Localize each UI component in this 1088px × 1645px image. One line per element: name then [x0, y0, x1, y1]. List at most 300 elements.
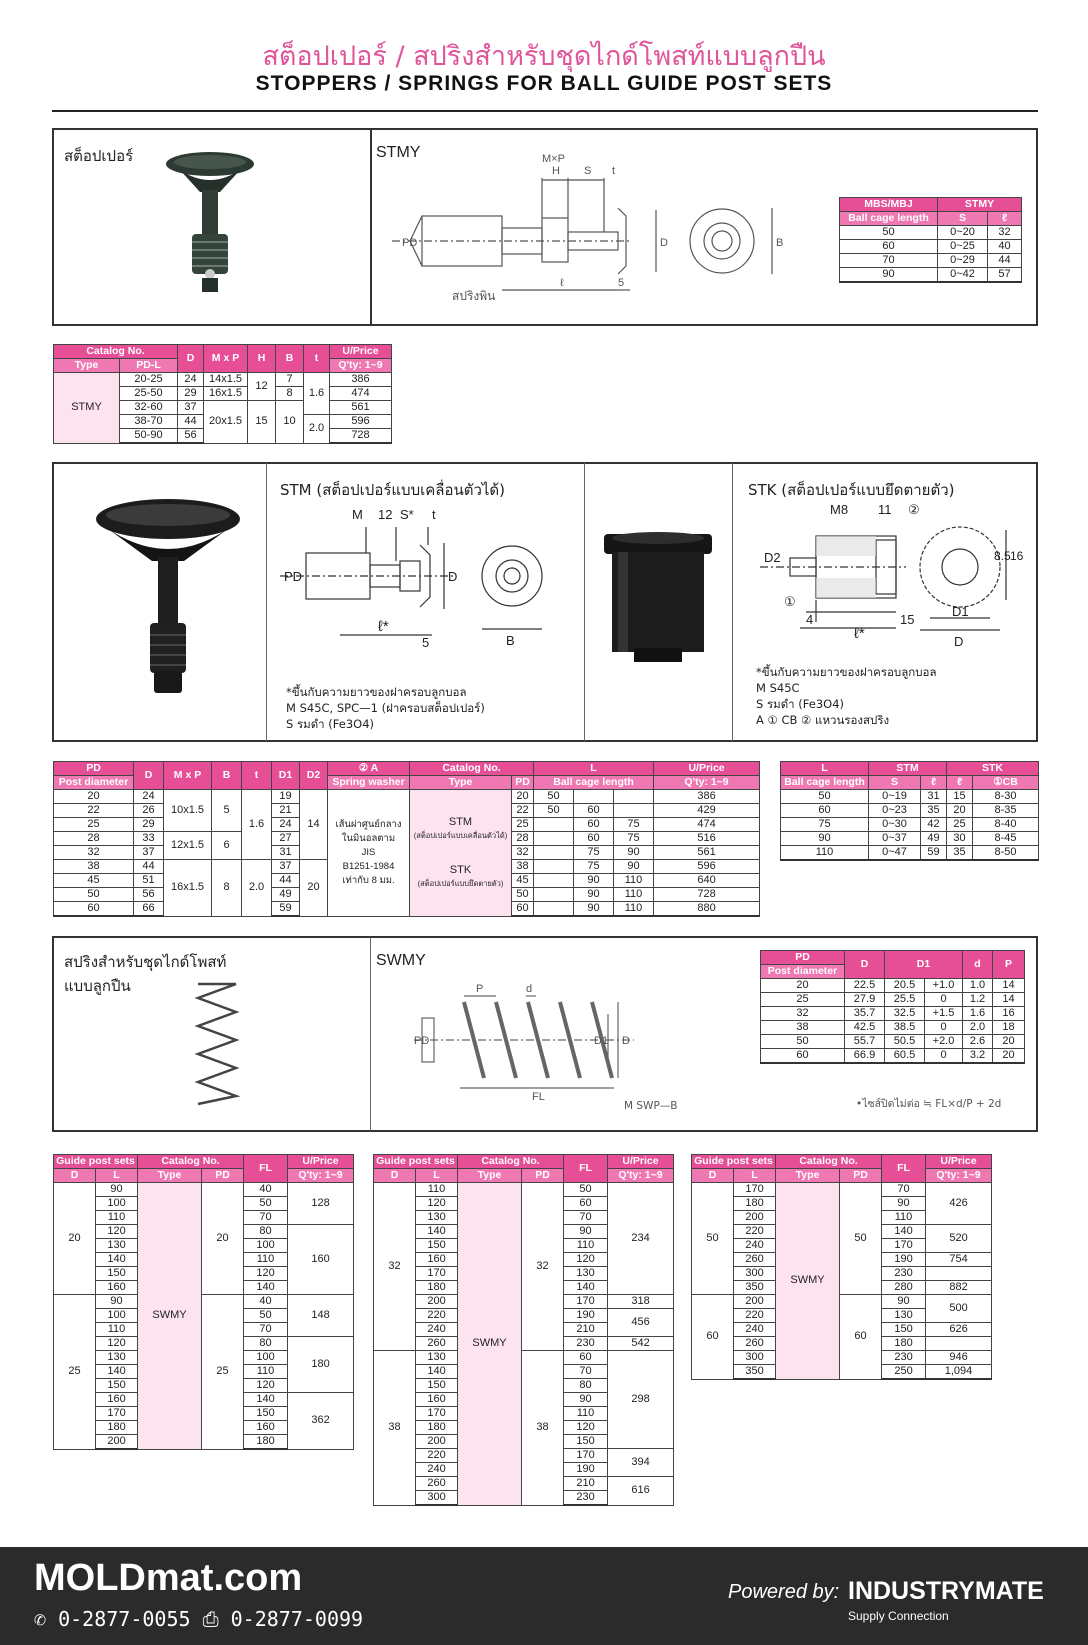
- table-cell: 1.0: [963, 979, 993, 993]
- table-cell: 25.5: [885, 993, 925, 1007]
- table-cell: 100: [96, 1197, 138, 1211]
- table-cell: 50: [564, 1183, 608, 1197]
- table-cell: 120: [96, 1225, 138, 1239]
- table-cell: 200: [416, 1435, 458, 1449]
- table-cell: 260: [734, 1253, 776, 1267]
- table-header-cell: Ball cage length: [534, 776, 654, 790]
- swmy-dim-row: [761, 1035, 1025, 1049]
- table-cell: STM (สต็อปเปอร์แบบเคลื่อนตัวได้) STK (สต็อปเปอร์แบบยึดตายตัว): [410, 790, 512, 917]
- table-cell: 180: [416, 1281, 458, 1295]
- table-cell: 500: [926, 1295, 992, 1323]
- table-cell: 394: [608, 1449, 674, 1477]
- table-cell: 426: [926, 1183, 992, 1225]
- table-cell: 220: [416, 1309, 458, 1323]
- table-header-cell: Q'ty: 1~9: [288, 1169, 354, 1183]
- table-cell: 318: [608, 1295, 674, 1309]
- stk-dim-d: D: [954, 634, 964, 649]
- table-cell: 44: [272, 874, 300, 888]
- table-cell: 110: [96, 1323, 138, 1337]
- table-cell: 50: [244, 1309, 288, 1323]
- table-cell: 8-40: [973, 818, 1039, 832]
- table-cell: 160: [416, 1253, 458, 1267]
- table-cell: 14: [300, 790, 328, 860]
- table-cell: 14: [993, 993, 1025, 1007]
- table-cell: 8: [212, 860, 242, 917]
- stmy-dim-5: 5: [618, 277, 625, 289]
- table-cell: 35: [921, 804, 947, 818]
- table-cell: 180: [288, 1337, 354, 1393]
- table-row: [840, 198, 1022, 212]
- table-cell: 33: [134, 832, 164, 846]
- table-row: [840, 212, 1022, 226]
- table-cell: 90: [781, 832, 869, 846]
- table-cell: 200: [96, 1435, 138, 1450]
- table-cell: [534, 818, 574, 832]
- stk-dim-11: 11: [878, 502, 892, 517]
- table-cell: 250: [882, 1365, 926, 1380]
- mbs-head-s: S: [938, 212, 988, 226]
- table-cell: 29: [134, 818, 164, 832]
- table-cell: 30: [947, 832, 973, 846]
- table-cell: 298: [608, 1351, 674, 1449]
- table-cell: 240: [416, 1463, 458, 1477]
- table-cell: 25: [761, 993, 845, 1007]
- table-cell: 90: [882, 1197, 926, 1211]
- table-cell: 542: [608, 1337, 674, 1351]
- table-row: [692, 1155, 992, 1169]
- stk-notes: *ขึ้นกับความยาวของฝาครอบลูกบอล M S45C S รมดำ (Fe3O4) A ① CB ② แหวนรองสปริง: [756, 665, 937, 727]
- table-cell: 27.9: [845, 993, 885, 1007]
- table-cell: 20x1.5: [204, 401, 248, 444]
- spring-photo: [192, 980, 242, 1108]
- table-cell: 60: [564, 1197, 608, 1211]
- stm-dim-s: S*: [400, 507, 414, 522]
- swmy-dim-p: P: [476, 983, 484, 995]
- table-cell: 70: [244, 1323, 288, 1337]
- stk-dim-d1: D1: [952, 604, 969, 619]
- table-cell: 946: [926, 1351, 992, 1365]
- table-cell: 50-90: [120, 429, 178, 444]
- swmy-dim-row: [761, 1021, 1025, 1035]
- table-cell: 42.5: [845, 1021, 885, 1035]
- table-cell: 90: [564, 1393, 608, 1407]
- table-cell: 60: [840, 1295, 882, 1380]
- table-cell: 170: [416, 1407, 458, 1421]
- table-header-cell: PD: [202, 1169, 244, 1183]
- table-cell: 90: [574, 888, 614, 902]
- table-cell: 0~19: [869, 790, 921, 804]
- table-cell: 24: [134, 790, 164, 804]
- table-cell: 160: [96, 1393, 138, 1407]
- table-cell: 60: [840, 240, 938, 254]
- stmy-drawing: [392, 150, 812, 310]
- table-cell: 20: [993, 1049, 1025, 1064]
- table-cell: 15: [947, 790, 973, 804]
- table-cell: SWMY: [138, 1183, 202, 1450]
- table-cell: 90: [882, 1295, 926, 1309]
- stmy-dim-l: ℓ: [560, 277, 564, 289]
- table-cell: 230: [882, 1267, 926, 1281]
- table-cell: 38-70: [120, 415, 178, 429]
- stmy-head-price: U/Price: [330, 345, 392, 359]
- table-cell: 25: [512, 818, 534, 832]
- table-header-cell: D: [374, 1169, 416, 1183]
- table-cell: 120: [564, 1421, 608, 1435]
- table-cell: [534, 860, 574, 874]
- stmy-dim-pd: PD: [402, 237, 418, 249]
- table-cell: 75: [614, 832, 654, 846]
- table-header-cell: PD: [840, 1169, 882, 1183]
- table-row: [761, 951, 1025, 965]
- table-cell: 60: [574, 818, 614, 832]
- stmy-price-table: [53, 344, 392, 444]
- stmy-dim-d: D: [660, 237, 668, 249]
- table-cell: 37: [134, 846, 164, 860]
- table-header-cell: Q'ty: 1~9: [654, 776, 760, 790]
- swmy-price-table-t3: [691, 1154, 992, 1380]
- table-cell: 1.6: [304, 373, 330, 415]
- stm-stk-dimension-table: [780, 761, 1039, 861]
- mbs-ball-cage-table: [839, 197, 1022, 283]
- stmy-head-t: t: [304, 345, 330, 373]
- mbs-row: [840, 254, 1022, 268]
- table-cell: 45: [512, 874, 534, 888]
- table-cell: 100: [244, 1239, 288, 1253]
- table-cell: 28: [54, 832, 134, 846]
- table-cell: 180: [416, 1421, 458, 1435]
- stmy-head-pdl: PD-L: [120, 359, 178, 373]
- table-cell: 350: [734, 1281, 776, 1295]
- stk-dim-4: 4: [806, 612, 814, 627]
- table-header-cell: D: [692, 1169, 734, 1183]
- table-cell: 0: [925, 993, 963, 1007]
- table-header-cell: Ball cage length: [781, 776, 869, 790]
- table-cell: 230: [564, 1337, 608, 1351]
- table-cell: 0: [925, 1021, 963, 1035]
- footer-bar: [0, 1547, 1088, 1645]
- stk-photo-divider: [732, 463, 733, 741]
- table-cell: 754: [926, 1253, 992, 1267]
- table-cell: 16x1.5: [164, 860, 212, 917]
- table-cell: 386: [330, 373, 392, 387]
- stm-notes: *ขึ้นกับความยาวของฝาครอบลูกบอล M S45C, SPC—1 (ฝาครอบสต็อปเปอร์) S รมดำ (Fe3O4): [286, 685, 485, 731]
- table-header-cell: ℓ: [947, 776, 973, 790]
- table-cell: 626: [926, 1323, 992, 1337]
- table-cell: 728: [654, 888, 760, 902]
- table-header-cell: PD: [512, 776, 534, 790]
- table-cell: 90: [614, 846, 654, 860]
- table-cell: 150: [416, 1239, 458, 1253]
- table-cell: 148: [288, 1295, 354, 1337]
- table-cell: 5: [212, 790, 242, 832]
- table-cell: 20: [54, 790, 134, 804]
- table-cell: 260: [416, 1477, 458, 1491]
- table-cell: 20: [202, 1183, 244, 1295]
- table-cell: 110: [416, 1183, 458, 1197]
- table-header-cell: Type: [458, 1169, 522, 1183]
- stmtbl-head-pd: PD: [54, 762, 134, 776]
- table-cell: 32.5: [885, 1007, 925, 1021]
- table-cell: 20: [947, 804, 973, 818]
- table-cell: 37: [272, 860, 300, 874]
- table-cell: 35: [947, 846, 973, 861]
- table-row: [374, 1169, 674, 1183]
- table-cell: 26: [134, 804, 164, 818]
- table-cell: 160: [288, 1225, 354, 1295]
- table-cell: 25: [947, 818, 973, 832]
- table-cell: 50: [512, 888, 534, 902]
- footer-phone[interactable]: ✆ 0-2877-0055 ⎙ 0-2877-0099: [34, 1607, 364, 1631]
- table-cell: 230: [882, 1351, 926, 1365]
- swmy-dim-d: d: [526, 983, 533, 995]
- swmy-panel-divider: [370, 937, 371, 1131]
- table-cell: 110: [96, 1211, 138, 1225]
- table-cell: 1.6: [963, 1007, 993, 1021]
- table-cell: 110: [614, 888, 654, 902]
- stm-dim-l: ℓ*: [378, 618, 389, 635]
- table-cell: 300: [734, 1267, 776, 1281]
- table-cell: 70: [840, 254, 938, 268]
- table-cell: 60: [564, 1351, 608, 1365]
- table-cell: 14x1.5: [204, 373, 248, 387]
- table-cell: 19: [272, 790, 300, 804]
- table-cell: 16x1.5: [204, 387, 248, 401]
- table-cell: 38: [374, 1351, 416, 1506]
- table-cell: 20: [54, 1183, 96, 1295]
- table-cell: 25: [202, 1295, 244, 1450]
- table-cell: 38: [54, 860, 134, 874]
- mbs-head-stmy: STMY: [938, 198, 1022, 212]
- swmy-dim-row: [761, 993, 1025, 1007]
- table-cell: 190: [564, 1463, 608, 1477]
- table-cell: 12x1.5: [164, 832, 212, 860]
- table-header-cell: FL: [244, 1155, 288, 1183]
- table-cell: 150: [416, 1379, 458, 1393]
- swmy-price-row: [54, 1295, 354, 1309]
- table-cell: 429: [654, 804, 760, 818]
- stm-stk-divider: [584, 463, 585, 741]
- table-header-cell: U/Price: [608, 1155, 674, 1169]
- table-header-cell: B: [212, 762, 242, 790]
- table-cell: 170: [416, 1267, 458, 1281]
- table-cell: +1.0: [925, 979, 963, 993]
- table-cell: 170: [96, 1407, 138, 1421]
- table-header-cell: PD: [522, 1169, 564, 1183]
- table-cell: 24: [272, 818, 300, 832]
- table-cell: 350: [734, 1365, 776, 1380]
- table-cell: 200: [734, 1295, 776, 1309]
- table-cell: 24: [178, 373, 204, 387]
- table-cell: 42: [921, 818, 947, 832]
- stk-dim-16: 16: [1010, 549, 1024, 563]
- table-cell: 32: [522, 1183, 564, 1351]
- table-cell: 170: [882, 1239, 926, 1253]
- table-cell: 90: [840, 268, 938, 283]
- mbs-head-mbs: MBS/MBJ: [840, 198, 938, 212]
- table-cell: 110: [882, 1211, 926, 1225]
- table-header-cell: ℓ: [921, 776, 947, 790]
- table-cell: 362: [288, 1393, 354, 1450]
- stmstk-dim-row: [781, 846, 1039, 861]
- table-header-cell: D: [134, 762, 164, 790]
- table-cell: 75: [614, 818, 654, 832]
- stmy-dim-b: B: [776, 237, 784, 249]
- table-cell: 20.5: [885, 979, 925, 993]
- table-cell: 170: [734, 1183, 776, 1197]
- table-cell: [614, 790, 654, 804]
- table-cell: 130: [416, 1351, 458, 1365]
- table-cell: 90: [574, 874, 614, 888]
- table-cell: 49: [921, 832, 947, 846]
- table-header-cell: L: [96, 1169, 138, 1183]
- swmy-dim-row: [761, 979, 1025, 993]
- table-cell: 21: [272, 804, 300, 818]
- table-cell: 200: [416, 1295, 458, 1309]
- table-header-cell: Catalog No.: [776, 1155, 882, 1169]
- table-cell: 25: [54, 1295, 96, 1450]
- table-cell: 130: [96, 1239, 138, 1253]
- table-header-cell: P: [993, 951, 1025, 979]
- table-cell: [534, 832, 574, 846]
- table-cell: 38: [761, 1021, 845, 1035]
- swmy-material: M SWP—B: [624, 1100, 678, 1112]
- table-cell: 0~29: [938, 254, 988, 268]
- table-cell: 7: [276, 373, 304, 387]
- table-cell: 180: [882, 1337, 926, 1351]
- table-cell: 38: [512, 860, 534, 874]
- table-cell: 20: [993, 1035, 1025, 1049]
- stm-label: STM (สต็อปเปอร์แบบเคลื่อนตัวได้): [280, 481, 506, 499]
- table-cell: 474: [654, 818, 760, 832]
- stk-photo: [596, 528, 720, 678]
- table-header-cell: FL: [882, 1155, 926, 1183]
- stmstk-dim-row: [781, 804, 1039, 818]
- footer-brand[interactable]: MOLDmat.com: [34, 1557, 303, 1599]
- table-cell: 240: [416, 1323, 458, 1337]
- table-cell: 50: [244, 1197, 288, 1211]
- table-cell: 220: [734, 1309, 776, 1323]
- table-cell: 120: [244, 1379, 288, 1393]
- table-row: [54, 345, 392, 359]
- table-row: [54, 1169, 354, 1183]
- table-cell: 120: [244, 1267, 288, 1281]
- swmy-drawing: [414, 980, 644, 1100]
- table-cell: 80: [244, 1337, 288, 1351]
- stmy-dim-h: H: [552, 165, 560, 177]
- mbs-row: [840, 240, 1022, 254]
- table-cell: 120: [96, 1337, 138, 1351]
- table-header-cell: FL: [564, 1155, 608, 1183]
- table-header-cell: Catalog No.: [458, 1155, 564, 1169]
- table-header-cell: D: [54, 1169, 96, 1183]
- table-cell: 8: [276, 387, 304, 401]
- table-cell: 60: [761, 1049, 845, 1064]
- stmy-panel-divider: [370, 129, 372, 325]
- table-cell: 0~25: [938, 240, 988, 254]
- table-cell: 140: [416, 1225, 458, 1239]
- table-header-cell: L: [534, 762, 654, 776]
- page-title-thai: สต็อปเปอร์ / สปริงสำหรับชุดไกด์โพสท์แบบลูกปืน: [262, 41, 826, 72]
- table-cell: 59: [921, 846, 947, 861]
- table-header-cell: ①CB: [973, 776, 1039, 790]
- table-cell: 50: [692, 1183, 734, 1295]
- stm-drawing: [280, 505, 580, 655]
- table-cell: 110: [614, 902, 654, 917]
- table-cell: 2.0: [242, 860, 272, 917]
- table-cell: 20-25: [120, 373, 178, 387]
- table-cell: 38: [522, 1351, 564, 1506]
- table-cell: 170: [564, 1449, 608, 1463]
- table-cell: 1,094: [926, 1365, 992, 1380]
- table-cell: 230: [564, 1491, 608, 1506]
- table-cell: 66: [134, 902, 164, 917]
- stk-dim-m8: M8: [830, 502, 849, 517]
- table-header-cell: U/Price: [926, 1155, 992, 1169]
- table-cell: 200: [734, 1211, 776, 1225]
- table-cell: 140: [564, 1281, 608, 1295]
- table-cell: 180: [244, 1435, 288, 1450]
- table-cell: 90: [614, 860, 654, 874]
- table-cell: 150: [244, 1407, 288, 1421]
- stm-dim-t: t: [432, 507, 436, 522]
- swmy-price-row: [374, 1351, 674, 1365]
- stk-label: STK (สต็อปเปอร์แบบยึดตายตัว): [748, 481, 955, 499]
- stm-stk-price-table: [53, 761, 760, 917]
- table-header-cell: S: [869, 776, 921, 790]
- mbs-head-bcl: Ball cage length: [840, 212, 938, 226]
- table-cell: 110: [564, 1239, 608, 1253]
- table-cell: 56: [134, 888, 164, 902]
- stmy-dim-s: S: [584, 165, 592, 177]
- table-cell: 0~37: [869, 832, 921, 846]
- table-header-cell: PD: [761, 951, 845, 965]
- table-header-cell: STK: [947, 762, 1039, 776]
- table-cell: 38.5: [885, 1021, 925, 1035]
- table-cell: 80: [244, 1225, 288, 1239]
- table-cell: 110: [564, 1407, 608, 1421]
- table-header-cell: U/Price: [288, 1155, 354, 1169]
- table-cell: 32: [54, 846, 134, 860]
- table-cell: 60: [512, 902, 534, 917]
- stm-photo: [86, 495, 256, 705]
- table-cell: 100: [244, 1351, 288, 1365]
- table-cell: 31: [272, 846, 300, 860]
- table-cell: SWMY: [458, 1183, 522, 1506]
- table-cell: 0~30: [869, 818, 921, 832]
- swmy-price-row: [54, 1183, 354, 1197]
- table-cell: [534, 902, 574, 917]
- table-cell: +2.0: [925, 1035, 963, 1049]
- table-cell: 32: [988, 226, 1022, 240]
- table-cell: 140: [96, 1253, 138, 1267]
- table-cell: 130: [416, 1211, 458, 1225]
- table-cell: 300: [734, 1351, 776, 1365]
- swmy-price-row: [692, 1183, 992, 1197]
- table-cell: 880: [654, 902, 760, 917]
- stmstk-dim-row: [781, 832, 1039, 846]
- table-cell: 51: [134, 874, 164, 888]
- stm-dim-12: 12: [378, 507, 393, 522]
- table-header-cell: ② A: [328, 762, 410, 776]
- table-header-cell: Catalog No.: [410, 762, 534, 776]
- table-row: [54, 1155, 354, 1169]
- table-cell: 882: [926, 1281, 992, 1295]
- spring-photo-label: สปริงสำหรับชุดไกด์โพสท์ แบบลูกปืน: [64, 953, 227, 995]
- table-cell: 40: [244, 1183, 288, 1197]
- table-cell: 8-45: [973, 832, 1039, 846]
- stk-dim-15: 15: [900, 612, 915, 627]
- table-header-cell: Spring washer: [328, 776, 410, 790]
